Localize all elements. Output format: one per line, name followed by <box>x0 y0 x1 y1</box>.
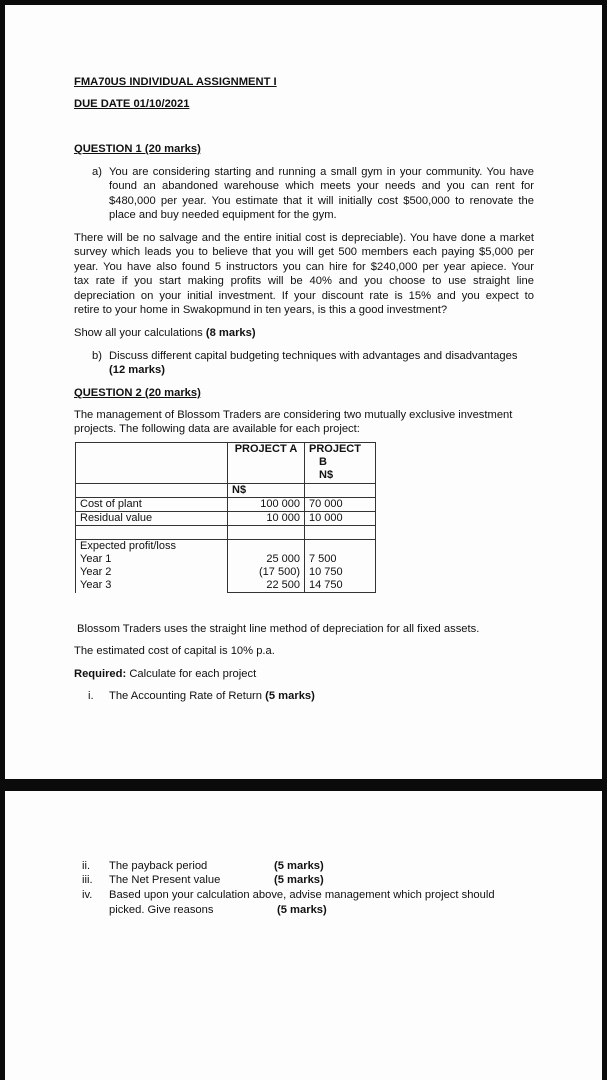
item-iv-number: iv. <box>82 889 93 901</box>
table-row <box>76 540 376 593</box>
year-1-a: 25 000 <box>266 553 300 565</box>
required-label: Required: <box>74 668 127 680</box>
q1-show-calculations <box>74 326 256 340</box>
project-data-table <box>75 442 376 593</box>
row-label-residual-value: Residual value <box>76 512 228 526</box>
year-2-label: Year 2 <box>80 566 112 578</box>
currency-b: N$ <box>319 469 334 481</box>
assignment-title: FMA70US INDIVIDUAL ASSIGNMENT I <box>74 76 277 88</box>
project-b-header <box>305 443 376 484</box>
year-1-label: Year 1 <box>80 553 112 565</box>
document-page-2 <box>5 791 602 1080</box>
show-marks: (8 marks) <box>205 327 256 339</box>
q1-part-b-text: Discuss different capital budgeting techniques with advantages and disadvantages <box>109 350 518 362</box>
item-ii-number: ii. <box>82 860 91 872</box>
project-b-header-line2: B <box>319 456 327 468</box>
q1-para-line: year. You have also found 5 instructors you can hire for $240,000 per year apiece. Your <box>74 260 534 273</box>
q1-para-line: There will be no salvage and the entire initial cost is depreciable). You have done a market <box>74 232 534 244</box>
show-text: Show all your calculations <box>74 327 203 339</box>
table-row <box>76 498 376 512</box>
item-i-text: The Accounting Rate of Return <box>109 690 262 702</box>
q1-para-line: retire to your home in Swakopmund in ten years, is this a good investment? <box>74 303 448 316</box>
due-date: DUE DATE 01/10/2021 <box>74 98 190 110</box>
q1-a-line: place and buy needed equipment for the gym. <box>109 209 337 222</box>
year-1-b: 7 500 <box>309 553 337 565</box>
currency-a: N$ <box>228 484 305 498</box>
item-iii-text: The Net Present value <box>109 874 221 886</box>
table-header-row <box>76 443 376 484</box>
table-cell <box>305 484 376 498</box>
table-row <box>76 484 376 498</box>
item-iv-text-line2: picked. Give reasons <box>109 904 214 916</box>
table-cell <box>76 443 228 484</box>
year-3-b: 14 750 <box>309 579 343 591</box>
residual-value-a: 10 000 <box>228 512 305 526</box>
project-a-profits <box>228 540 305 593</box>
document-page-1 <box>5 5 602 779</box>
question-1-heading: QUESTION 1 (20 marks) <box>74 143 201 155</box>
table-cell <box>76 484 228 498</box>
table-cell <box>76 526 228 540</box>
q1-part-a-text <box>109 165 534 223</box>
item-iii-number: iii. <box>82 874 93 886</box>
item-ii-marks: (5 marks) <box>274 860 324 872</box>
table-row <box>76 512 376 526</box>
item-ii-text: The payback period <box>109 860 208 872</box>
required-line <box>74 667 256 681</box>
q1-a-line: found an abandoned warehouse which meets your needs and you can rent for <box>109 180 534 193</box>
cost-of-plant-b: 70 000 <box>305 498 376 512</box>
table-spacer-row <box>76 526 376 540</box>
required-text: Calculate for each project <box>129 668 257 680</box>
q2-intro-line: projects. The following data are available for each project: <box>74 423 360 436</box>
year-3-a: 22 500 <box>266 579 300 591</box>
year-3-label: Year 3 <box>80 579 112 591</box>
q1-part-b-label: b) <box>92 350 102 362</box>
question-2-heading: QUESTION 2 (20 marks) <box>74 387 201 399</box>
q2-intro <box>74 408 534 437</box>
residual-value-b: 10 000 <box>305 512 376 526</box>
table-cell <box>228 526 305 540</box>
item-i-marks: (5 marks) <box>265 690 315 702</box>
project-a-header: PROJECT A <box>228 443 305 484</box>
cost-of-capital-note: The estimated cost of capital is 10% p.a. <box>74 645 275 657</box>
blank-line <box>309 540 371 553</box>
q2-intro-line: The management of Blossom Traders are considering two mutually exclusive investment <box>74 409 513 421</box>
q1-part-b-marks: (12 marks) <box>109 364 165 376</box>
q1-para-line: tax rate if you start making profits will be 40% and you choose to use straight line <box>74 275 534 288</box>
item-iv-text: Based upon your calculation above, advise management which project should <box>109 889 495 901</box>
cost-of-plant-a: 100 000 <box>228 498 305 512</box>
profit-heading <box>76 540 228 593</box>
q1-part-a-label: a) <box>92 166 102 178</box>
row-label-cost-of-plant: Cost of plant <box>76 498 228 512</box>
q1-a-line: $480,000 per year. You estimate that it will initially cost $500,000 to renovate the <box>109 194 534 207</box>
project-b-profits <box>305 540 376 593</box>
item-i-number: i. <box>88 690 94 702</box>
blank-line <box>232 540 300 553</box>
q1-a-line: You are considering starting and running a small gym in your community. You have <box>109 166 534 178</box>
project-b-header-line1: PROJECT <box>309 443 361 455</box>
item-i-line <box>109 689 315 703</box>
depreciation-note: Blossom Traders uses the straight line method of depreciation for all fixed assets. <box>77 623 480 635</box>
item-iii-marks: (5 marks) <box>274 874 324 886</box>
q1-para-line: depreciation on your initial investment. If your discount rate is 15% and you expect to <box>74 289 534 302</box>
year-2-b: 10 750 <box>309 566 343 578</box>
expected-profit-label: Expected profit/loss <box>80 540 176 552</box>
item-iv-marks: (5 marks) <box>277 904 327 916</box>
q1-para-line: survey which leads you to believe that you will get 500 members each paying $5,000 per <box>74 246 534 259</box>
table-cell <box>305 526 376 540</box>
year-2-a: (17 500) <box>259 566 300 578</box>
q1-scenario-paragraph <box>74 231 534 317</box>
